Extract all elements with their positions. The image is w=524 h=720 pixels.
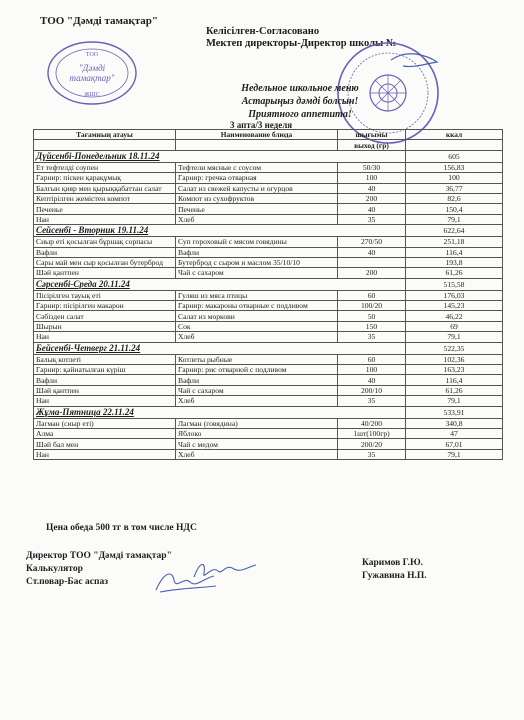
stamp-text: "Дәмді <box>78 63 106 73</box>
dish-name-ru: Котлеты рыбные <box>176 354 338 364</box>
stamp-text: тамақтар" <box>69 73 115 83</box>
dish-kcal: 79,1 <box>406 214 503 224</box>
table-row <box>34 385 503 395</box>
dish-name-kz: Пісірілген тауық еті <box>34 290 176 300</box>
table-row <box>34 354 503 364</box>
table-row <box>34 428 503 438</box>
day-title: Бейсенбі-Четверг 21.11.24 <box>34 342 338 354</box>
day-total: 515,58 <box>406 278 503 290</box>
dish-kcal: 116,4 <box>406 375 503 385</box>
dish-name-kz: Балғын қияр мен қырыққабаттан салат <box>34 183 176 193</box>
table-row <box>34 396 503 406</box>
company-stamp-icon <box>46 40 138 106</box>
table-row <box>34 365 503 375</box>
footer-chef: Ст.повар-Бас аспаз <box>26 577 109 587</box>
day-row <box>34 225 503 237</box>
dish-name-kz: Печенье <box>34 204 176 214</box>
dish-name-ru: Сок <box>176 321 338 331</box>
dish-name-kz: Лагман (сиыр еті) <box>34 418 176 428</box>
dish-output: 200 <box>338 193 406 203</box>
dish-output: 50/30 <box>338 162 406 172</box>
dish-name-kz: Шәй бал мен <box>34 439 176 449</box>
table-row <box>34 449 503 459</box>
table-row <box>34 162 503 172</box>
dish-kcal: 156,83 <box>406 162 503 172</box>
dish-kcal: 340,8 <box>406 418 503 428</box>
dish-kcal: 100 <box>406 173 503 183</box>
dish-kcal: 150,4 <box>406 204 503 214</box>
dish-name-kz: Вафли <box>34 247 176 257</box>
table-row <box>34 247 503 257</box>
title-line: Астарыңыз дәмді болсын! <box>241 96 359 107</box>
table-row <box>34 311 503 321</box>
signature-icon <box>150 566 220 598</box>
dish-name-ru: Печенье <box>176 204 338 214</box>
dish-name-kz: Ет тефтелді соупен <box>34 162 176 172</box>
table-header-row <box>34 130 503 140</box>
dish-name-kz: Вафли <box>34 375 176 385</box>
dish-name-kz: Балық котлеті <box>34 354 176 364</box>
dish-output: 100/20 <box>338 301 406 311</box>
dish-output: 200/10 <box>338 385 406 395</box>
day-title: Сәрсенбі-Среда 20.11.24 <box>34 278 338 290</box>
title-line: Приятного аппетита! <box>248 109 352 120</box>
dish-name-ru: Суп гороховый с мясом говядины <box>176 237 338 247</box>
dish-kcal: 116,4 <box>406 247 503 257</box>
week-label: 3 апта/3 неделя <box>230 120 293 130</box>
dish-output: 1шт(100гр) <box>338 428 406 438</box>
dish-name-kz: Сәбізден салат <box>34 311 176 321</box>
menu-table <box>33 129 503 460</box>
dish-name-kz: Нан <box>34 449 176 459</box>
dish-name-ru: Хлеб <box>176 396 338 406</box>
dish-name-kz: Гарнир: піскен қарақұмық <box>34 173 176 183</box>
dish-output: 150 <box>338 321 406 331</box>
day-total: 622,64 <box>406 225 503 237</box>
dish-output: 40 <box>338 183 406 193</box>
table-row <box>34 268 503 278</box>
footer-name: Каримов Г.Ю. <box>362 558 424 568</box>
dish-name-kz: Сары май мен сыр қосылған бутерброд <box>34 257 176 267</box>
day-row <box>34 342 503 354</box>
day-row <box>34 278 503 290</box>
dish-kcal: 176,03 <box>406 290 503 300</box>
dish-name-ru: Чай с сахаром <box>176 385 338 395</box>
dish-kcal: 79,1 <box>406 396 503 406</box>
table-row <box>34 204 503 214</box>
menu-title <box>200 82 400 121</box>
day-total: 533,91 <box>406 406 503 418</box>
day-total: 605 <box>406 150 503 162</box>
table-header-row <box>34 140 503 150</box>
table-row <box>34 439 503 449</box>
table-row <box>34 237 503 247</box>
table-row <box>34 257 503 267</box>
dish-output: 40 <box>338 204 406 214</box>
dish-kcal: 79,1 <box>406 332 503 342</box>
dish-kcal: 36,77 <box>406 183 503 193</box>
price-note: Цена обеда 500 тг в том числе НДС <box>46 523 197 533</box>
dish-output: 200 <box>338 268 406 278</box>
dish-name-ru: Яблоко <box>176 428 338 438</box>
dish-output: 35 <box>338 332 406 342</box>
day-row <box>34 406 503 418</box>
table-row <box>34 321 503 331</box>
dish-name-ru: Салат из моркови <box>176 311 338 321</box>
dish-name-ru: Салат из свежей капусты и огурцов <box>176 183 338 193</box>
day-title: Жұма-Пятница 22.11.24 <box>34 406 338 418</box>
dish-kcal: 145,23 <box>406 301 503 311</box>
table-row <box>34 301 503 311</box>
table-row <box>34 418 503 428</box>
dish-kcal: 67,01 <box>406 439 503 449</box>
dish-name-ru: Компот из сухофруктов <box>176 193 338 203</box>
dish-kcal: 47 <box>406 428 503 438</box>
dish-name-kz: Нан <box>34 214 176 224</box>
day-title: Сейсенбі - Вторник 19.11.24 <box>34 225 338 237</box>
header-name-kz: Тағамның атауы <box>34 130 176 140</box>
table-row <box>34 214 503 224</box>
dish-name-kz: Гарнир: пісірілген макарон <box>34 301 176 311</box>
footer-name: Гужавина Н.П. <box>362 571 427 581</box>
dish-name-ru: Чай с сахаром <box>176 268 338 278</box>
dish-output: 40/200 <box>338 418 406 428</box>
dish-name-ru: Хлеб <box>176 332 338 342</box>
approval-line-2: Мектеп директоры-Директор школы № <box>206 38 397 49</box>
dish-name-ru: Хлеб <box>176 449 338 459</box>
dish-name-kz: Сиыр еті қосылған бұршақ сорпасы <box>34 237 176 247</box>
org-name: ТОО "Дәмді тамақтар" <box>40 15 159 27</box>
table-row <box>34 173 503 183</box>
dish-name-kz: Шырын <box>34 321 176 331</box>
dish-kcal: 251,18 <box>406 237 503 247</box>
dish-name-ru: Гуляш из мяса птицы <box>176 290 338 300</box>
table-row <box>34 290 503 300</box>
table-row <box>34 193 503 203</box>
table-row <box>34 183 503 193</box>
dish-name-ru: Хлеб <box>176 214 338 224</box>
footer-calculator: Калькулятор <box>26 564 83 574</box>
dish-name-ru: Вафли <box>176 247 338 257</box>
dish-output: 40 <box>338 375 406 385</box>
dish-name-ru: Гарнир: гречка отварная <box>176 173 338 183</box>
dish-output: 60 <box>338 290 406 300</box>
dish-output: 100 <box>338 173 406 183</box>
footer-director: Директор ТОО "Дәмді тамақтар" <box>26 551 172 561</box>
day-title: Дүйсенбі-Понедельник 18.11.24 <box>34 150 338 162</box>
dish-output: 40 <box>338 247 406 257</box>
dish-name-ru: Вафли <box>176 375 338 385</box>
dish-output <box>338 257 406 267</box>
dish-output: 50 <box>338 311 406 321</box>
dish-kcal: 163,23 <box>406 365 503 375</box>
header-output-unit: выход (гр) <box>338 140 406 150</box>
dish-kcal: 61,26 <box>406 268 503 278</box>
dish-kcal: 61,26 <box>406 385 503 395</box>
dish-output: 200/20 <box>338 439 406 449</box>
approval-line-1: Келісілген-Согласовано <box>206 26 320 37</box>
dish-name-kz: Алма <box>34 428 176 438</box>
dish-kcal: 82,6 <box>406 193 503 203</box>
table-row <box>34 332 503 342</box>
dish-output: 35 <box>338 449 406 459</box>
dish-kcal: 193,8 <box>406 257 503 267</box>
stamp-text: ЖШС <box>84 92 100 98</box>
dish-kcal: 46,22 <box>406 311 503 321</box>
dish-name-ru: Лагман (говядина) <box>176 418 338 428</box>
stamp-text: ТОО <box>85 52 99 58</box>
header-output: шығымы <box>338 130 406 140</box>
footer-names <box>362 557 427 583</box>
day-total: 522,35 <box>406 342 503 354</box>
dish-name-kz: Гарнир: қайнатылған күріш <box>34 365 176 375</box>
dish-name-kz: Шәй қантпен <box>34 385 176 395</box>
dish-output: 35 <box>338 396 406 406</box>
dish-name-kz: Нан <box>34 332 176 342</box>
header-name-ru: Наименование блюда <box>176 130 338 140</box>
dish-kcal: 79,1 <box>406 449 503 459</box>
dish-output: 100 <box>338 365 406 375</box>
dish-name-ru: Чай с медом <box>176 439 338 449</box>
title-line: Недельное школьное меню <box>241 83 359 94</box>
dish-kcal: 102,36 <box>406 354 503 364</box>
dish-output: 270/50 <box>338 237 406 247</box>
header-kcal: ккал <box>406 130 503 140</box>
dish-name-ru: Бутерброд с сыром и маслом 35/10/10 <box>176 257 338 267</box>
dish-output: 60 <box>338 354 406 364</box>
day-row <box>34 150 503 162</box>
table-row <box>34 375 503 385</box>
dish-kcal: 69 <box>406 321 503 331</box>
dish-name-ru: Гарнир: макароны отварные с подливом <box>176 301 338 311</box>
dish-name-ru: Тефтели мясные с соусом <box>176 162 338 172</box>
dish-name-ru: Гарнир: рис отварной с подливом <box>176 365 338 375</box>
dish-name-kz: Шәй қантпен <box>34 268 176 278</box>
dish-output: 35 <box>338 214 406 224</box>
dish-name-kz: Нан <box>34 396 176 406</box>
dish-name-kz: Кептірілген жемістен компот <box>34 193 176 203</box>
